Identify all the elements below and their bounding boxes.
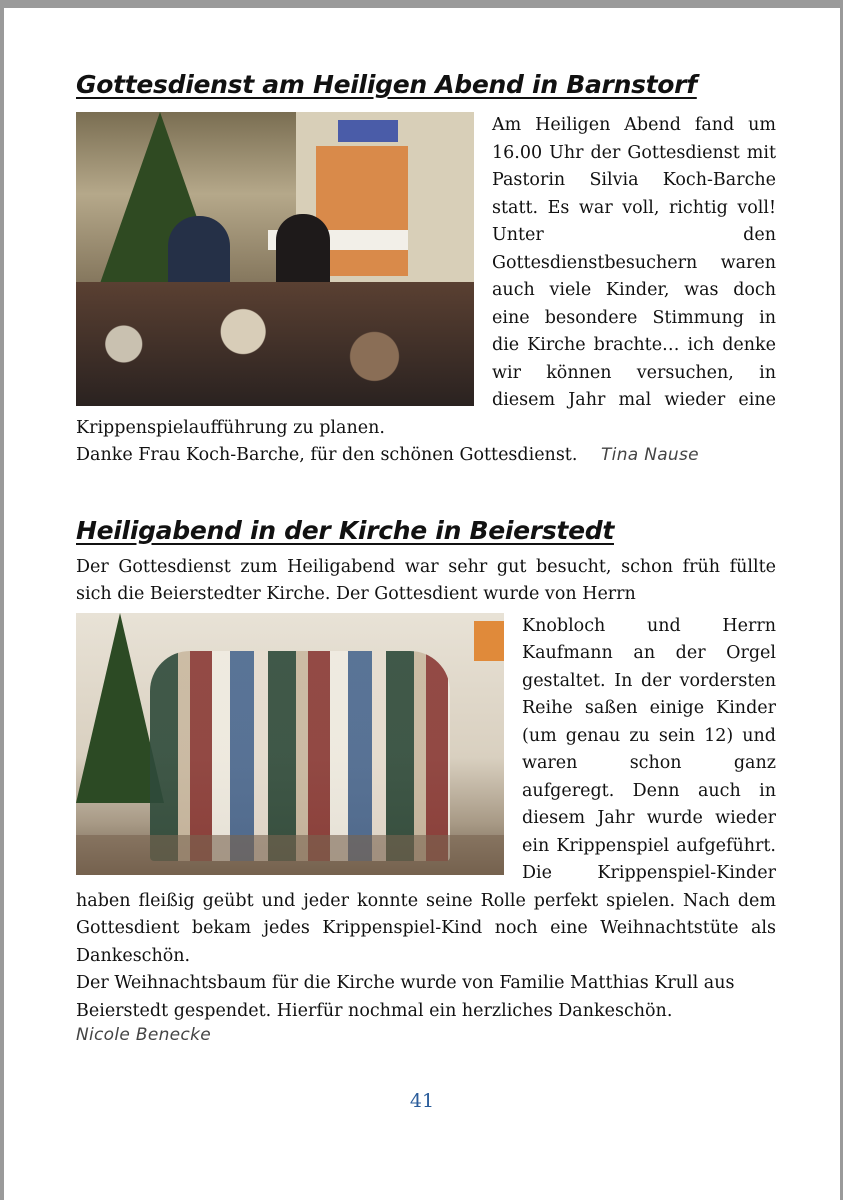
article2-body-block (76, 613, 776, 971)
photo-christmas-service (76, 112, 474, 406)
page-number: 41 (409, 1090, 435, 1112)
article2-intro: Der Gottesdienst zum Heiligabend war sehr gut besucht, schon früh füllte sich die Beierstedter Kirche. Der Gottesdient wurde von Herrn (76, 556, 776, 604)
article1-author: Tina Nause (601, 445, 699, 465)
article2-closing: Der Weihnachtsbaum für die Kirche wurde von Familie Matthias Krull aus Beierstedt gespendet. Hierfür nochmal ein herzliches Dankeschön. (76, 973, 735, 1021)
article1-title: Gottesdienst am Heiligen Abend in Barnstorf (76, 70, 697, 99)
article1-body-block (76, 112, 776, 442)
article2-title: Heiligabend in der Kirche in Beierstedt (76, 515, 614, 545)
article1-closing-line (76, 442, 776, 470)
article1-closing: Danke Frau Koch-Barche, für den schönen Gottesdienst. (76, 445, 578, 465)
article2-body: Knobloch und Herrn Kaufmann an der Orgel gestaltet. In der vordersten Reihe saßen einige Kinder (um genau zu sein 12) und waren schon ganz aufgeregt. Denn auch in diesem Jahr wurde wieder ein Krippenspiel aufgeführt. Die Krippenspiel-Kinder haben fleißig geübt und jeder konnte seine Rolle perfekt spielen. Nach dem Gottesdient bekam jedes Krippenspiel-Kind noch eine Weihnachtstüte als Dankeschön. (76, 615, 776, 966)
page-content (76, 68, 776, 1045)
photo-nativity-children (76, 613, 504, 875)
article2-author: Nicole Benecke (76, 1025, 211, 1045)
document-page (4, 8, 840, 1200)
article1-body: Am Heiligen Abend fand um 16.00 Uhr der Gottesdienst mit Pastorin Silvia Koch-Barche statt. Es war voll, richtig voll! Unter den Gottesdienstbesuchern waren auch viele Kinder, was doch eine besondere Stimmung in die Kirche brachte… ich denke wir können versuchen, in diesem Jahr mal wieder eine Krippenspielaufführung zu planen. (76, 115, 776, 438)
